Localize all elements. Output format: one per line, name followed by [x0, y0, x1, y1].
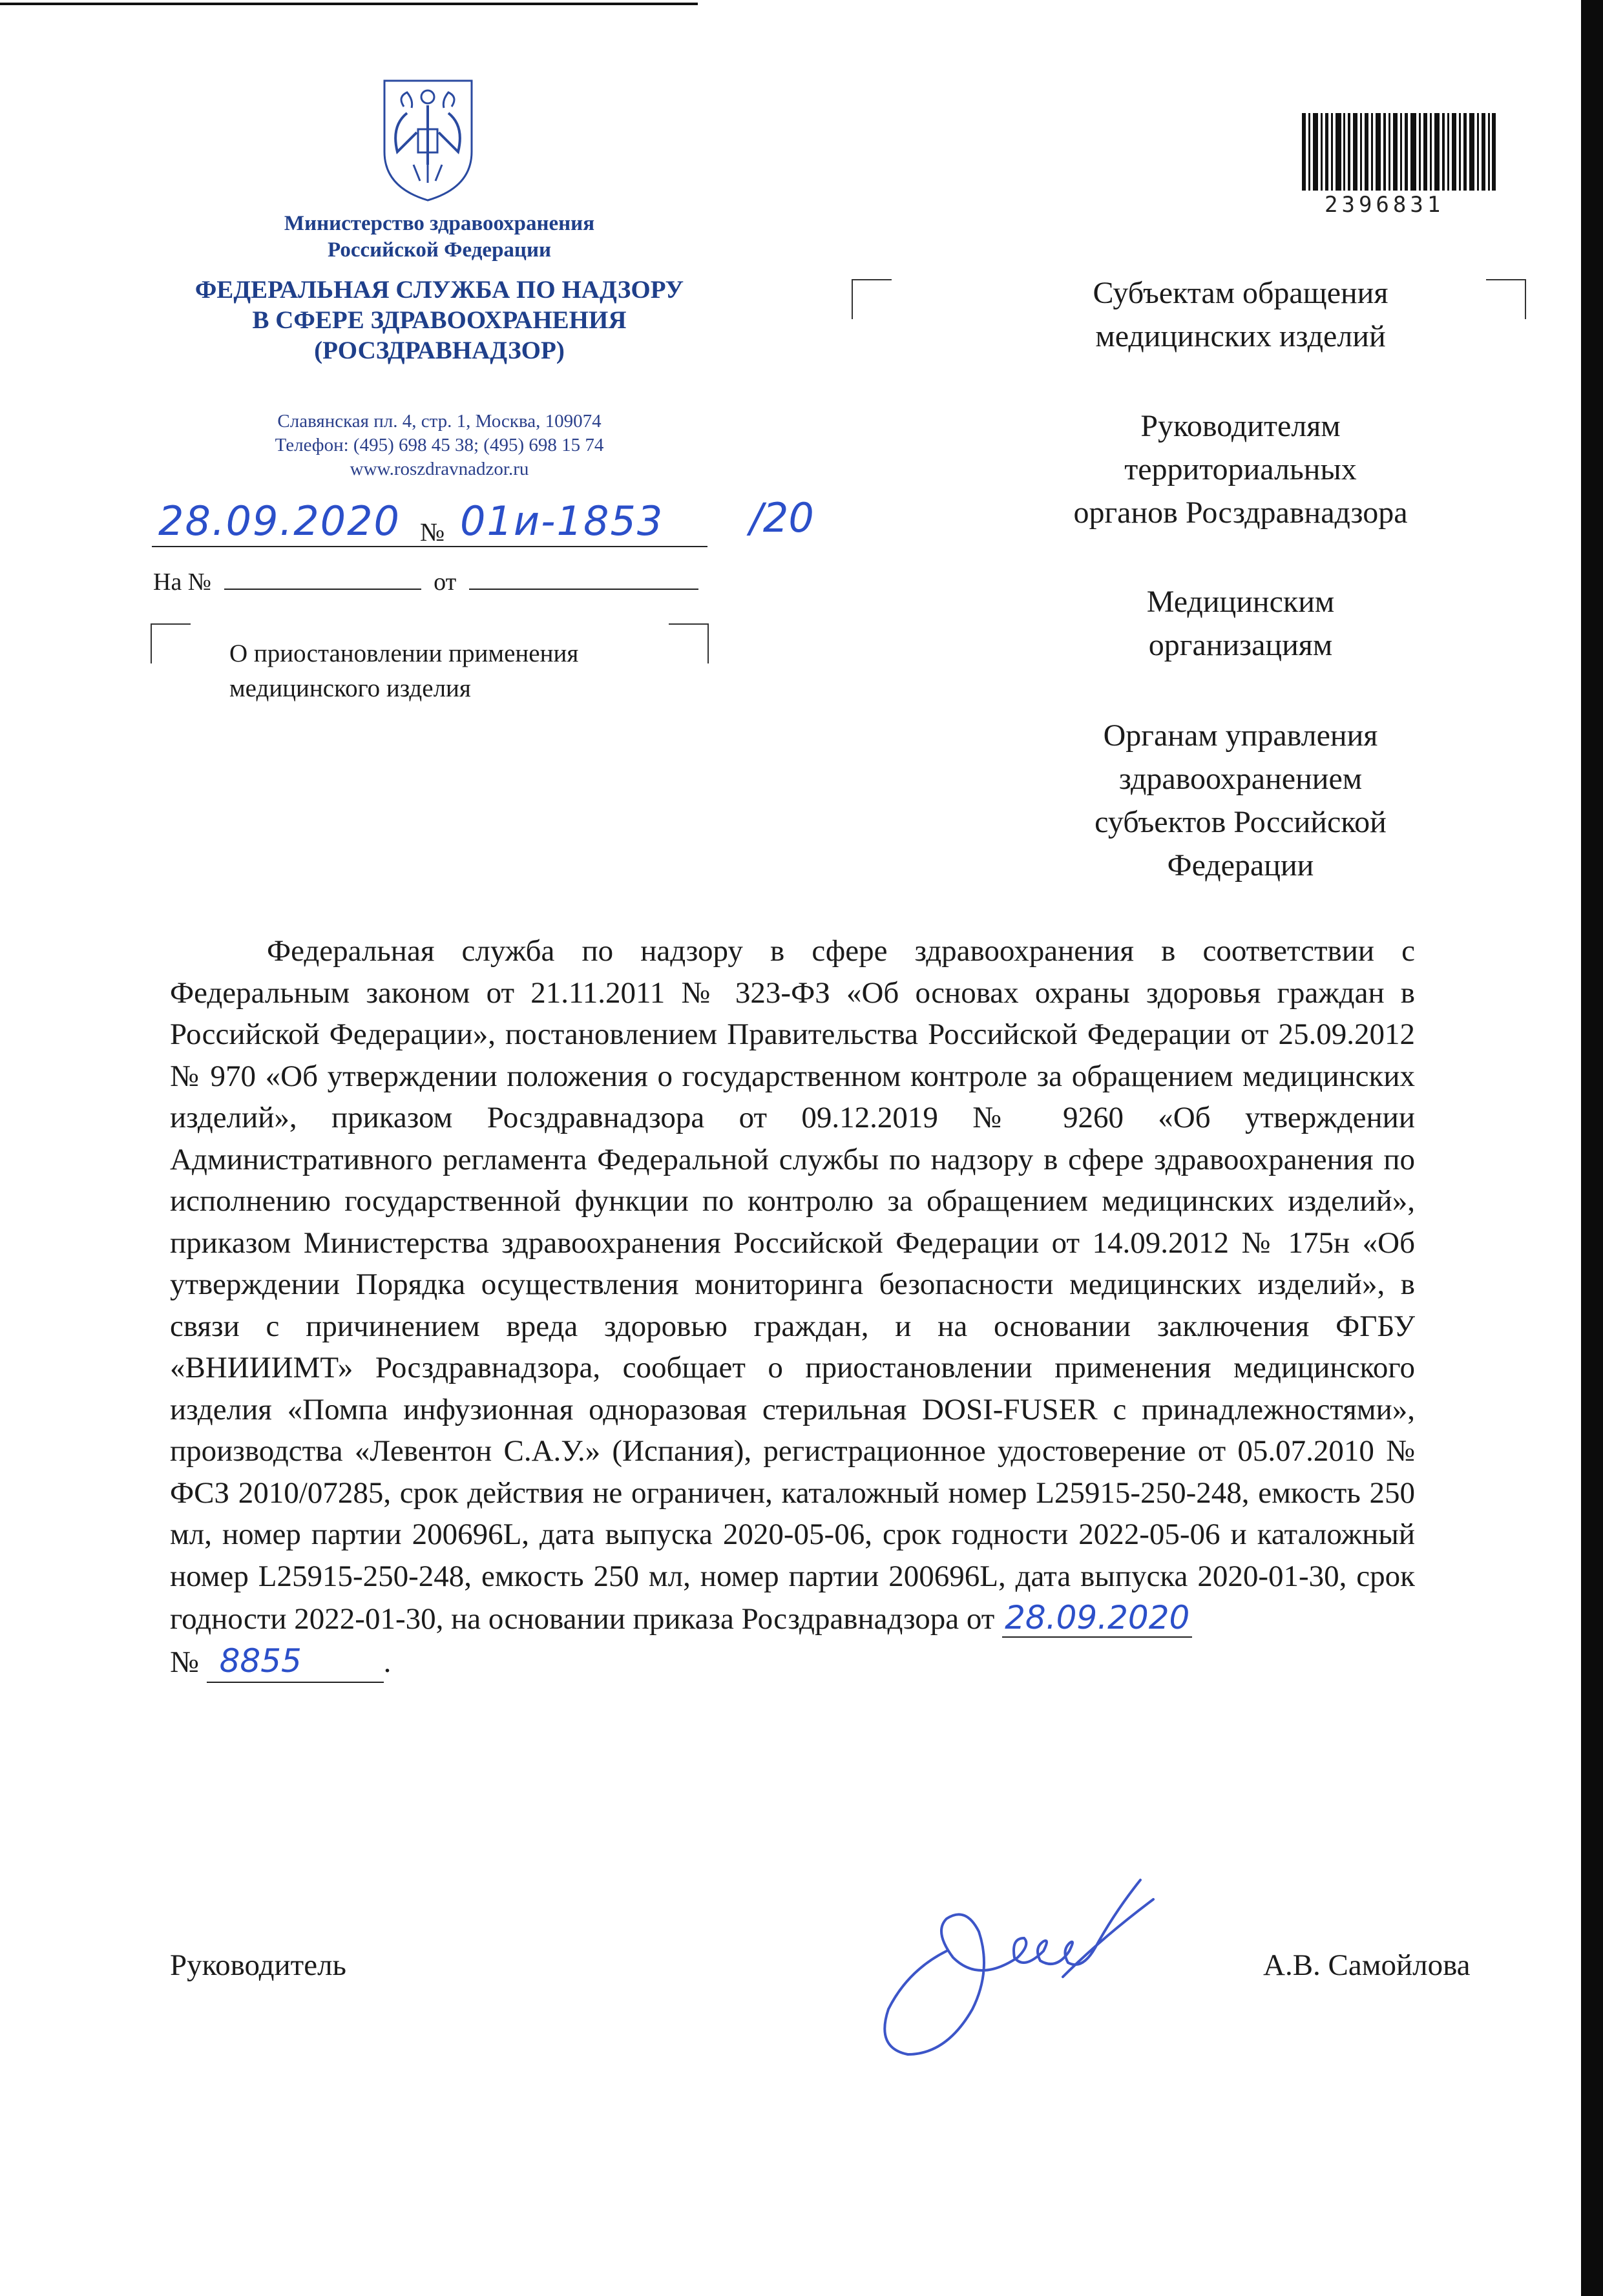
addressee-group-1: [982, 271, 1499, 358]
addressee-line: Руководителям: [1140, 409, 1341, 443]
scan-border-top: [0, 3, 698, 5]
double-headed-eagle-emblem-icon: [378, 68, 478, 204]
registration-number: 01и-1853: [460, 497, 664, 545]
letter-body: [170, 930, 1415, 1683]
website-line: www.roszdravnadzor.ru: [350, 459, 529, 479]
reply-date-field: [469, 589, 698, 590]
service-line-2: В СФЕРЕ ЗДРАВООХРАНЕНИЯ: [252, 306, 627, 334]
ministry-line-2: Российской Федерации: [328, 238, 551, 262]
signatory-name: А.В. Самойлова: [1263, 1948, 1471, 1982]
addressee-bracket-left: [852, 279, 892, 319]
service-line-1: ФЕДЕРАЛЬНАЯ СЛУЖБА ПО НАДЗОРУ: [194, 276, 684, 304]
service-name: [149, 275, 730, 366]
service-address: [162, 410, 717, 481]
addressee-line: органов Росздравнадзора: [1073, 496, 1408, 530]
service-line-3: (РОСЗДРАВНАДЗОР): [314, 337, 565, 364]
order-no-label: №: [170, 1645, 199, 1679]
handwritten-signature: [869, 1861, 1231, 2067]
phone-line: Телефон: (495) 698 45 38; (495) 698 15 74: [275, 435, 604, 455]
ministry-line-1: Министерство здравоохранения: [284, 212, 595, 235]
addressee-line: территориальных: [1124, 452, 1357, 486]
subject-bracket-left: [151, 623, 191, 663]
body-paragraph: Федеральная служба по надзору в сфере здравоохранения в соответствии с Федеральным законом от 21.11.2011 № 323-ФЗ «Об основах охраны здоровья граждан в Российской Федерации», постановлением Правительства Российской Федерации от 25.09.2012 № 970 «Об утверждении положения о государственном контроле за обращением медицинских изделий», приказом Росздравнадзора от 09.12.2019 № 9260 «Об утверждении Административного регламента Федеральной службы по надзору в сфере здравоохранения по исполнению государственной функции по контролю за обращением медицинских изделий», приказом Министерства здравоохранения Российской Федерации от 14.09.2012 № 175н «Об утверждении Порядка осуществления мониторинга безопасности медицинских изделий», в связи с причинением вреда здоровью граждан, и на основании заключения ФГБУ «ВНИИИМТ» Росздравнадзора, сообщает о приостановлении применения медицинского изделия «Помпа инфузионная одноразовая стерильная DOSI-FUSER с принадлежностями», производства «Левентон С.А.У.» (Испания), регистрационное удостоверение от 05.07.2010 № ФСЗ 2010/07285, срок действия не ограничен, каталожный номер L25915-250-248, емкость 250 мл, номер партии 200696L, дата выпуска 2020-05-06, срок годности 2022-05-06 и каталожный номер L25915-250-248, емкость 250 мл, номер партии 200696L, дата выпуска 2020-01-30, срок годности 2022-01-30, на основании приказа Росздравнадзора от: [170, 934, 1415, 1636]
address-line: Славянская пл. 4, стр. 1, Москва, 109074: [277, 411, 602, 432]
addressee-line: Субъектам обращения: [1093, 276, 1388, 310]
scan-border-right: [1581, 0, 1603, 2296]
addressee-group-4: [982, 714, 1499, 887]
letter-subject: [229, 636, 720, 706]
reply-reference-row: [153, 566, 698, 598]
signatory-role: Руководитель: [170, 1948, 346, 1982]
reply-date-label: от: [434, 569, 457, 596]
barcode: [1302, 113, 1496, 191]
addressee-line: Органам управления: [1103, 718, 1378, 753]
reply-number-label: На №: [153, 569, 212, 596]
order-number: 8855: [207, 1640, 384, 1684]
registration-no-label: №: [420, 517, 445, 547]
addressee-group-3: [982, 580, 1499, 667]
addressee-group-2: [982, 404, 1499, 534]
order-date: 28.09.2020: [1002, 1599, 1192, 1638]
addressee-line: субъектов Российской: [1095, 805, 1387, 839]
addressee-line: Медицинским: [1146, 585, 1335, 619]
registration-suffix: /20: [749, 494, 814, 541]
reply-number-field: [224, 589, 421, 590]
addressee-line: Федерации: [1167, 848, 1314, 882]
barcode-number: 2396831: [1325, 192, 1445, 218]
addressee-line: здравоохранением: [1118, 762, 1363, 796]
addressee-line: медицинских изделий: [1095, 319, 1386, 353]
subject-line-1: О приостановлении применения: [229, 640, 579, 667]
registration-date: 28.09.2020: [158, 497, 401, 545]
ministry-name: [162, 211, 717, 264]
addressee-line: организациям: [1148, 628, 1333, 662]
subject-line-2: медицинского изделия: [229, 674, 471, 702]
body-end: .: [383, 1645, 392, 1679]
